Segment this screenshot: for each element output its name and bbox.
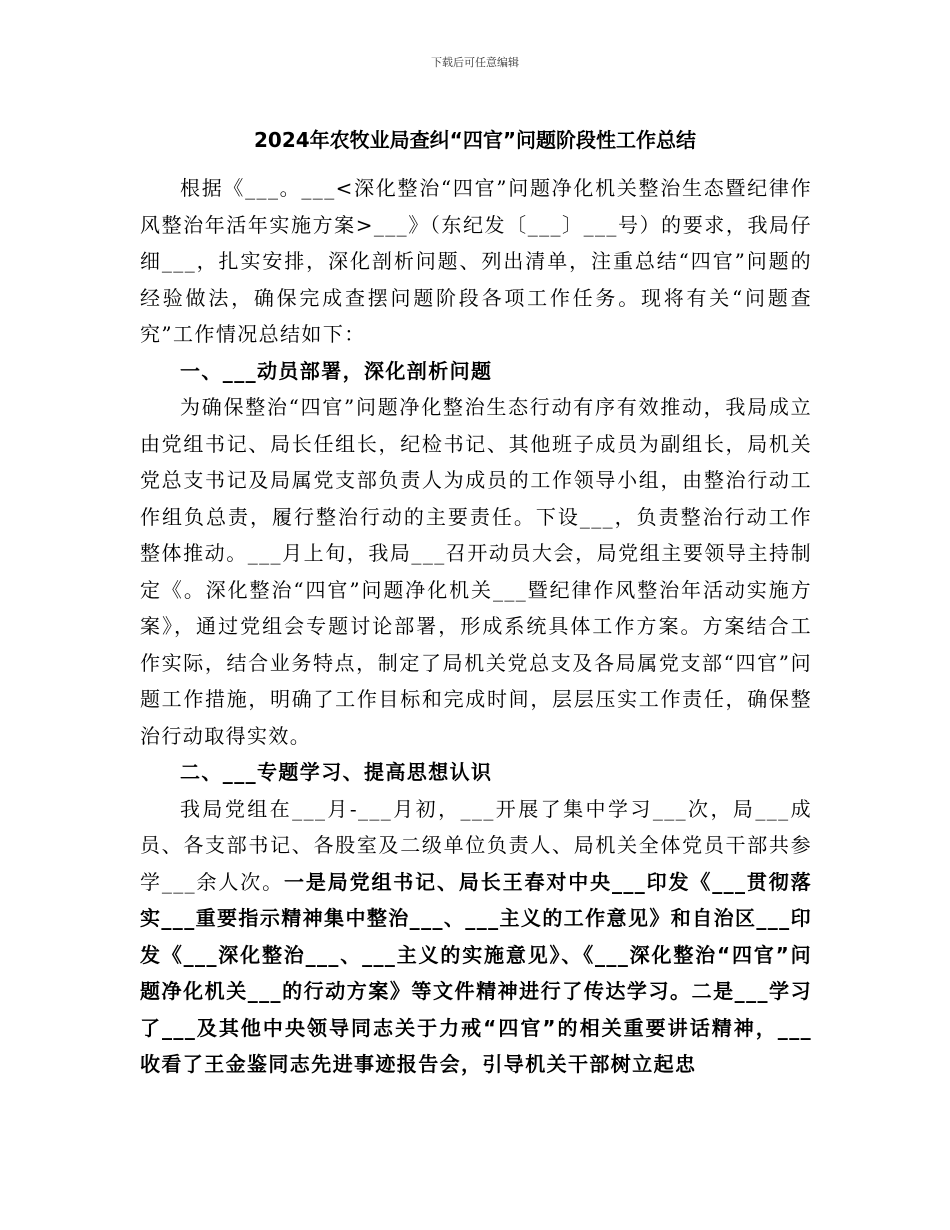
section-2-plain-text: 我局党组在___月-___月初，___开展了集中学习___次，局___成员、各支部书记、各股室及二级单位负责人、局机关全体党员干部共参学___余人次。 [140,796,812,894]
section-heading-2: 二、___专题学习、提高思想认识 [180,760,493,784]
header-note: 下载后可任意编辑 [431,56,519,69]
intro-paragraph: 根据《___。___<深化整治“四官”问题净化机关整治生态暨纪律作风整治年活年实施方案>___》（东纪发〔___〕___号）的要求，我局仔细___，扎实安排，深化剖析问题、列出清单，注重总结“四官”问题的经验做法，确保完成查摆问题阶段各项工作任务。现将有关“问题查究”工作情况总结如下： [140,176,812,346]
section-2-bold-text: 一是局党组书记、局长王春对中央___印发《___贯彻落实___重要指示精神集中整治___、___主义的工作意见》和自治区___印发《___深化整治___、___主义的实施意见》、《___深化整治“四官”问题净化机关___的行动方案》等文件精神进行了传达学习。二是___学习了___及其他中央领导同志关于力戒“四官”的相关重要讲话精神，___收看了王金鉴同志先进事迹报告会，引导机关干部树立起忠 [140,869,812,1076]
document-title: 2024年农牧业局查纠“四官”问题阶段性工作总结 [254,128,696,152]
section-2-paragraph [140,791,812,1083]
section-heading-1: 一、___动员部署，深化剖析问题 [180,358,493,383]
section-1-paragraph: 为确保整治“四官”问题净化整治生态行动有序有效推动，我局成立由党组书记、局长任组长，纪检书记、其他班子成员为副组长，局机关党总支书记及局属党支部负责人为成员的工作领导小组，由整治行动工作组负总责，履行整治行动的主要责任。下设___，负责整治行动工作整体推动。___月上旬，我局___召开动员大会，局党组主要领导主持制定《。深化整治“四官”问题净化机关___暨纪律作风整治年活动实施方案》，通过党组会专题讨论部署，形成系统具体工作方案。方案结合工作实际，结合业务特点，制定了局机关党总支及各局属党支部“四官”问题工作措施，明确了工作目标和完成时间，层层压实工作责任，确保整治行动取得实效。 [140,395,812,748]
document-body [140,170,812,1083]
